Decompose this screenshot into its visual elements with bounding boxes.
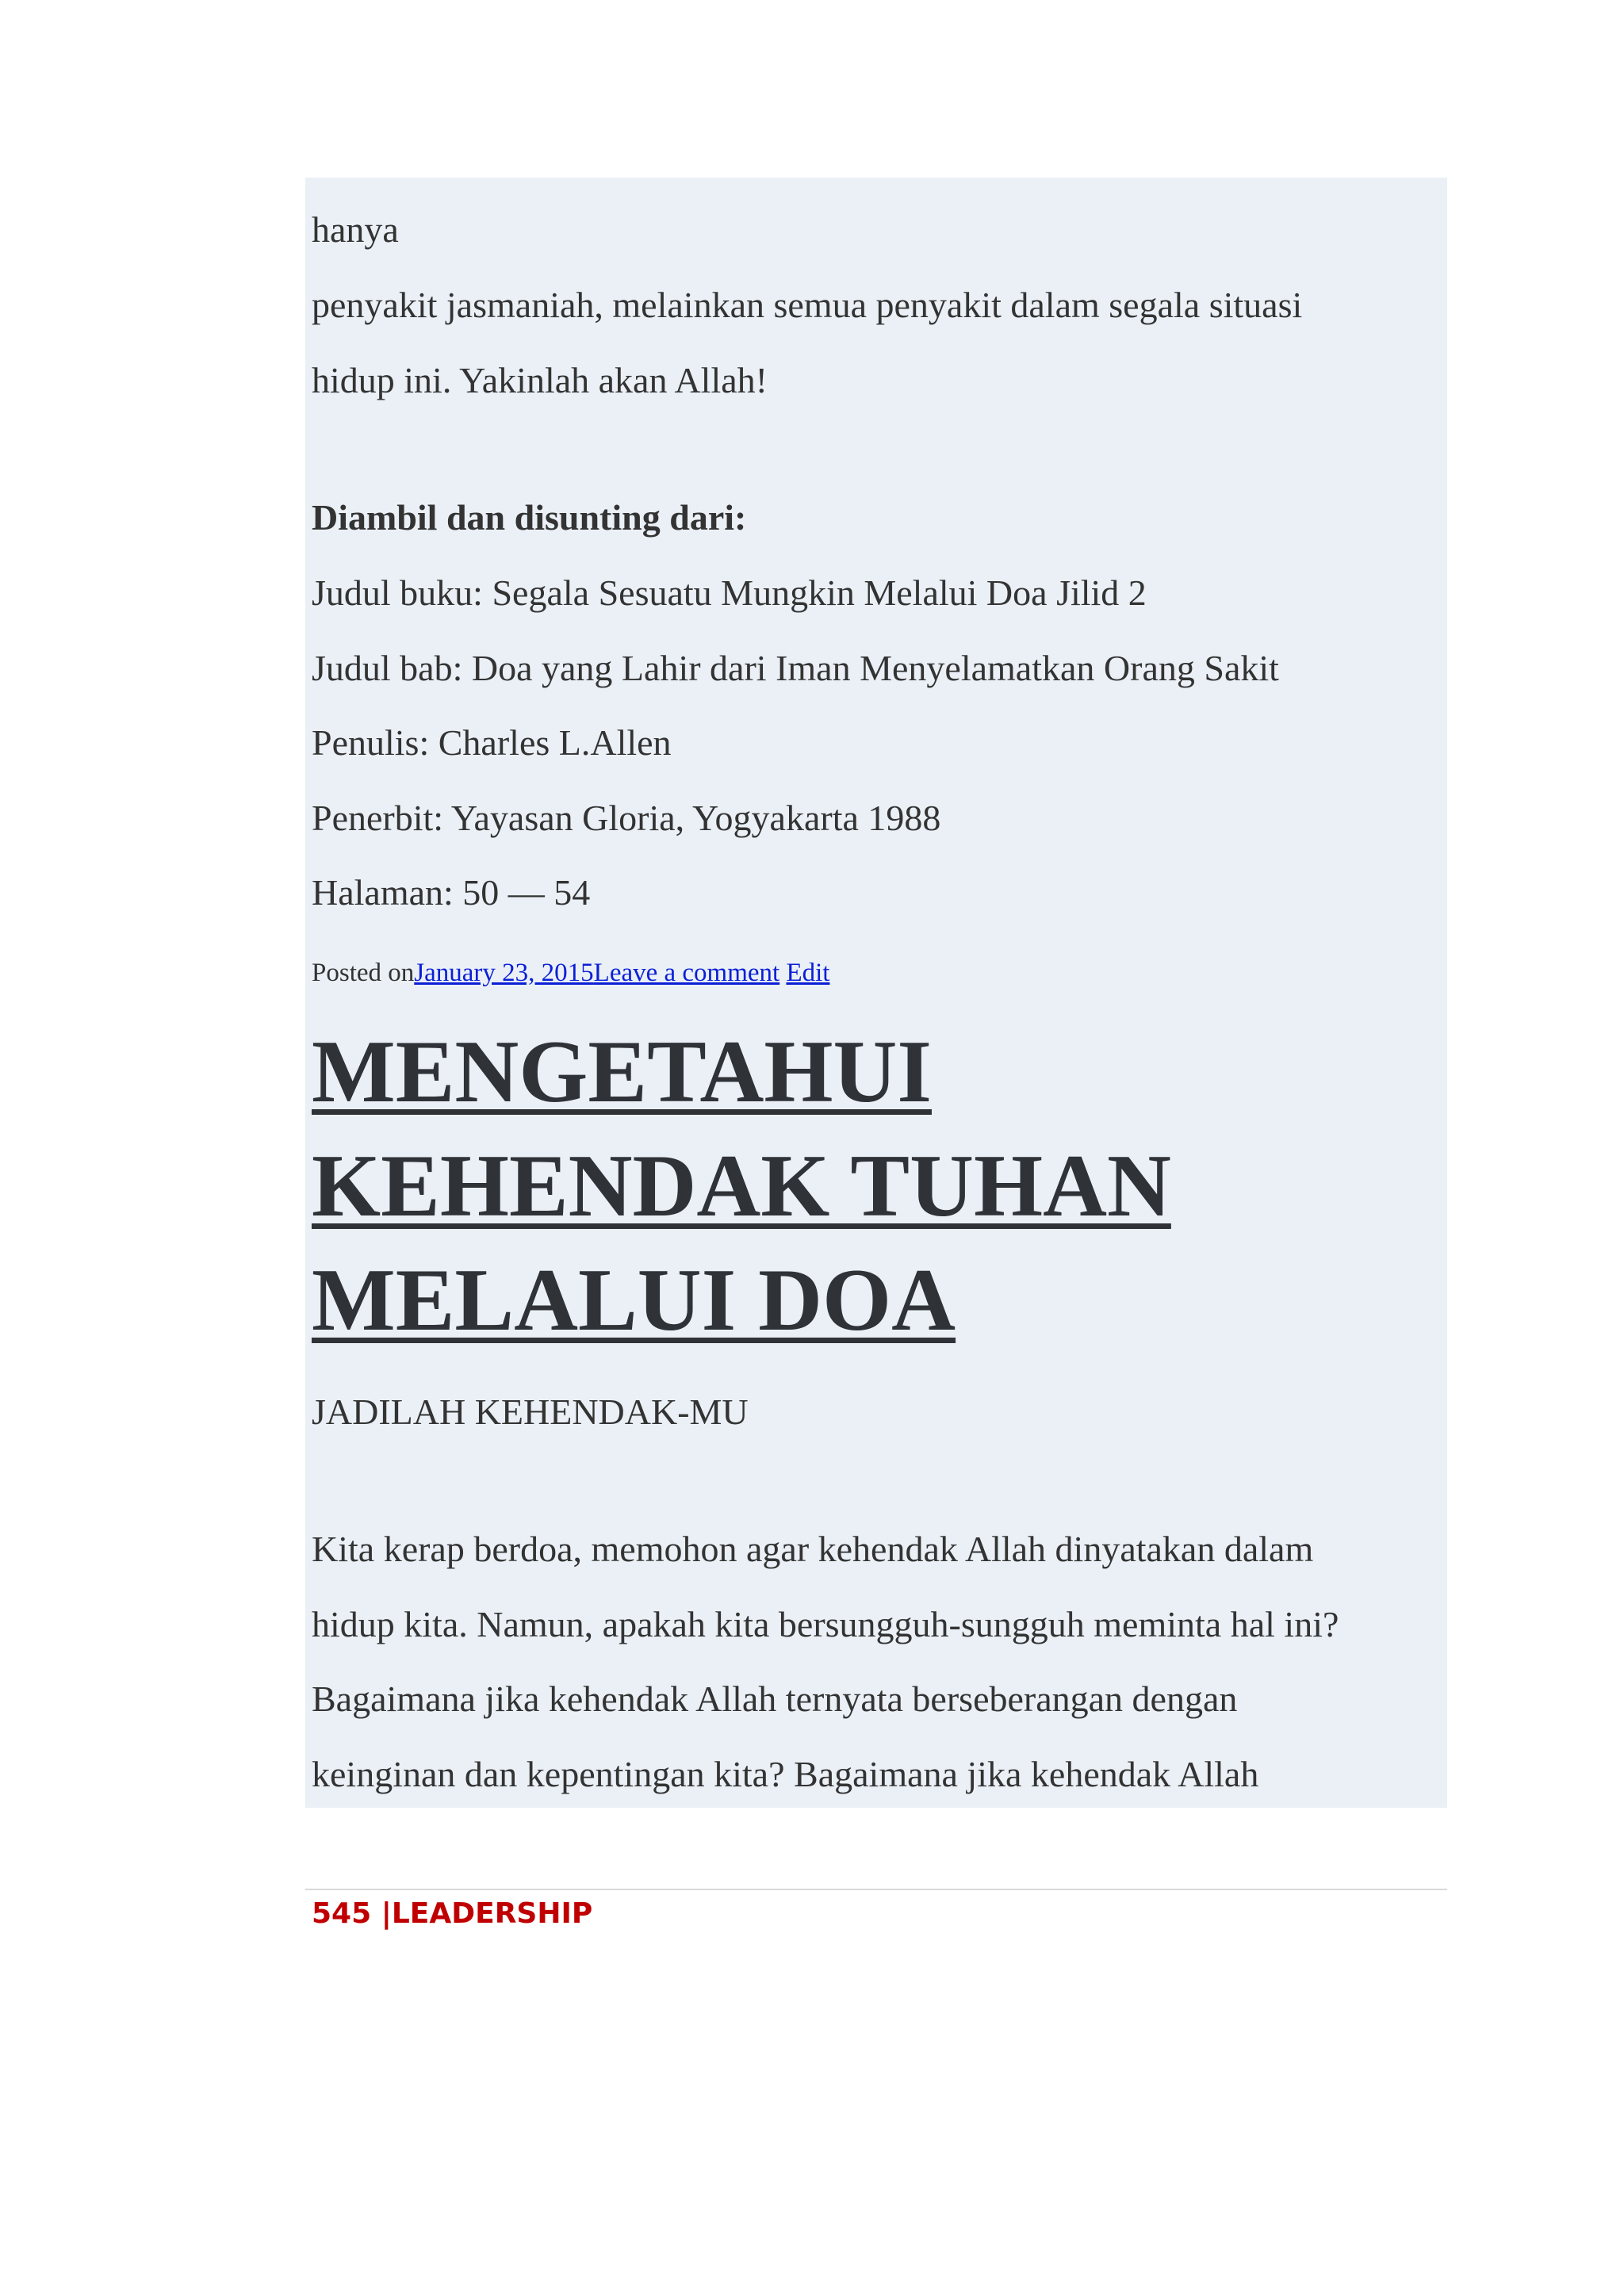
post-title-line[interactable] [312,1023,932,1121]
post-subtitle: JADILAH KEHENDAK-MU [312,1391,749,1432]
edit-link[interactable]: Edit [786,959,830,987]
post-body-line: keinginan dan kepentingan kita? Bagaimana jika kehendak Allah [312,1754,1259,1794]
source-author: Penulis: Charles L.Allen [312,722,672,763]
article-text-line: hanya [312,209,399,250]
post-title-text[interactable]: KEHENDAK TUHAN [312,1137,1171,1235]
post-title-text[interactable]: MENGETAHUI [312,1023,932,1121]
posted-on-label: Posted on [312,959,415,987]
source-publisher: Penerbit: Yayasan Gloria, Yogyakarta 1988 [312,798,941,838]
post-date-link[interactable]: January 23, 2015 [414,959,594,987]
post-title-text[interactable]: MELALUI DOA [312,1251,956,1349]
footer-section: LEADERSHIP [391,1897,593,1930]
post-body-line: Bagaimana jika kehendak Allah ternyata berseberangan dengan [312,1679,1238,1719]
article-text-line: penyakit jasmaniah, melainkan semua penyakit dalam segala situasi [312,285,1303,325]
source-book-title: Judul buku: Segala Sesuatu Mungkin Melalui Doa Jilid 2 [312,572,1147,613]
leave-comment-link[interactable]: Leave a comment [593,959,780,987]
source-heading: Diambil dan disunting dari: [312,497,747,538]
article-text-line: hidup ini. Yakinlah akan Allah! [312,360,768,400]
post-body-line: Kita kerap berdoa, memohon agar kehendak Allah dinyatakan dalam [312,1529,1314,1569]
source-pages: Halaman: 50 — 54 [312,872,591,913]
footer-divider [305,1889,1447,1890]
post-body-line: hidup kita. Namun, apakah kita bersungguh-sungguh meminta hal ini? [312,1604,1339,1644]
post-title-line[interactable] [312,1251,956,1349]
post-meta [312,957,829,989]
page-footer [312,1895,592,1933]
source-chapter-title: Judul bab: Doa yang Lahir dari Iman Menyelamatkan Orang Sakit [312,648,1279,688]
page-number: 545 [312,1897,372,1930]
post-title-line[interactable] [312,1137,1171,1235]
footer-separator: | [371,1897,392,1930]
